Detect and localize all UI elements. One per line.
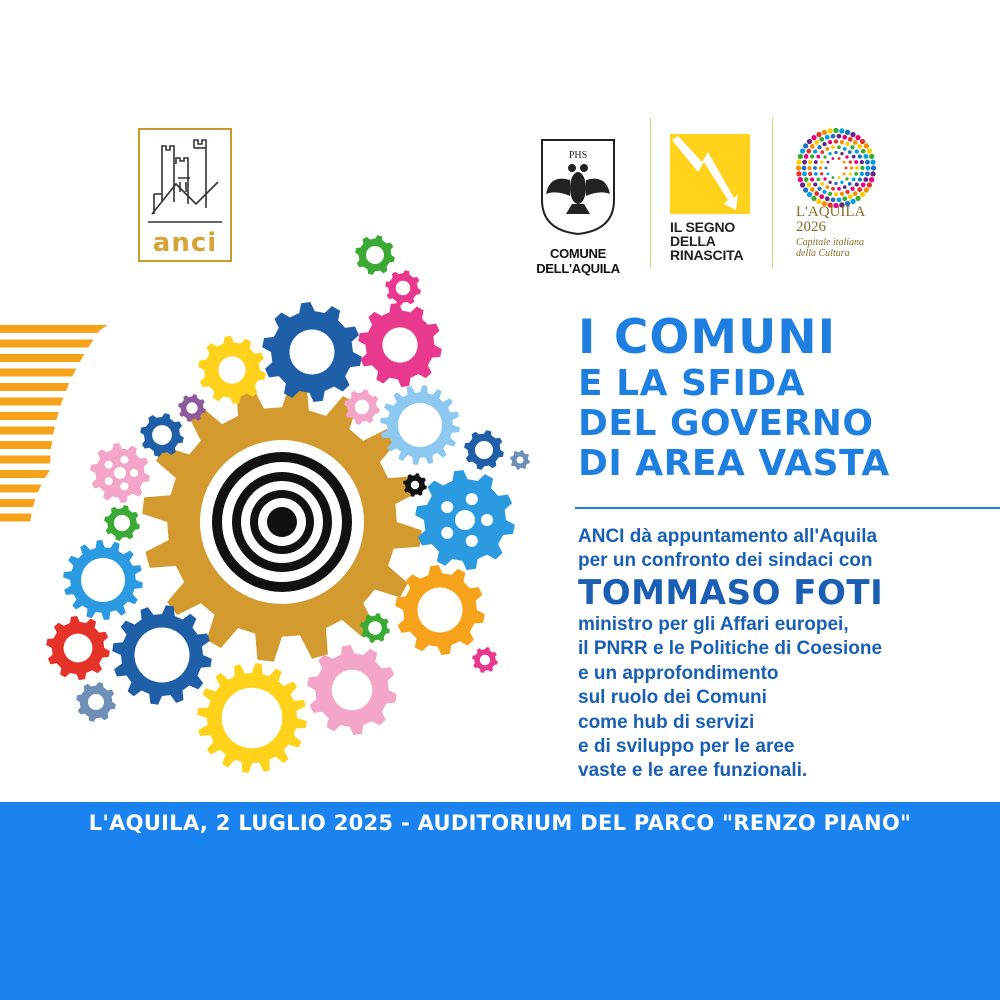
gear-hole: [135, 628, 190, 683]
logo-dot: [837, 197, 842, 202]
logo-dot: [820, 172, 823, 175]
logo-dot: [855, 166, 859, 170]
gear-hole: [411, 481, 419, 489]
logo-dot: [852, 177, 856, 181]
logo-dot: [839, 128, 844, 133]
logo-dot: [823, 155, 826, 158]
logo-dot: [850, 145, 854, 149]
gear-hole: [475, 441, 493, 459]
logo-dot: [798, 177, 803, 182]
gear-hole: [517, 457, 524, 464]
segno-line: IL SEGNO: [670, 219, 736, 235]
segno-line: RINASCITA: [670, 247, 744, 263]
logo-dot: [807, 192, 812, 197]
logo-dot: [840, 181, 843, 184]
gear-hole: [218, 356, 245, 383]
logo-dot: [852, 155, 856, 159]
logo-dot: [869, 177, 874, 182]
event-title: [578, 312, 998, 484]
logo-dot: [827, 128, 832, 133]
aquila-title-line: L'AQUILA: [796, 204, 866, 220]
logo-dot: [833, 128, 838, 133]
logo-dot: [870, 171, 875, 176]
logo-dot: [850, 187, 854, 191]
logo-dot: [860, 160, 864, 164]
logo-dot: [845, 177, 848, 180]
logo-dot: [837, 145, 841, 149]
logo-dot: [802, 171, 807, 176]
logo-dot: [860, 139, 865, 144]
body-line: come hub di servizi: [578, 711, 755, 733]
gear-hole: [88, 694, 104, 710]
title-divider: [575, 507, 1000, 509]
logo-dot: [822, 142, 826, 146]
logo-dot: [814, 160, 818, 164]
logo-dot: [845, 142, 849, 146]
logo-dot: [850, 132, 855, 137]
logo-dot: [820, 150, 824, 154]
logo-dot: [863, 177, 868, 182]
logo-dot: [860, 166, 864, 170]
logo-dot: [864, 143, 869, 148]
logo-dot: [858, 177, 862, 181]
logo-dot: [845, 130, 850, 135]
logo-dot: [827, 161, 830, 164]
gear-hole: [105, 461, 113, 469]
logo-dot: [810, 187, 815, 192]
anci-wordmark: anci: [152, 228, 218, 258]
logo-dot: [845, 155, 848, 158]
gear-hole: [398, 403, 442, 447]
title-line-2: E LA SFIDA: [578, 363, 806, 404]
gear-hole: [114, 515, 130, 531]
logo-dot: [838, 157, 841, 160]
gear-hole: [481, 514, 493, 526]
logo-dot: [834, 151, 837, 154]
logo-dot: [848, 150, 852, 154]
logo-dot: [816, 155, 820, 159]
logo-dot: [811, 135, 816, 140]
logo-dot: [823, 177, 826, 180]
aquila-sub-line: Capitale italiana: [796, 237, 865, 248]
gear-hole: [81, 558, 125, 602]
logo-dot: [814, 172, 818, 176]
logo-dot: [837, 187, 841, 191]
crest-letters: PHS: [568, 150, 588, 161]
gear-hole: [418, 588, 463, 633]
gear-hole: [290, 330, 335, 375]
logo-dot: [825, 147, 829, 151]
gear-hole: [441, 501, 453, 513]
logo-dot: [840, 192, 844, 196]
logo-dot: [831, 145, 835, 149]
divider: [650, 118, 651, 268]
logo-dot: [810, 144, 815, 149]
logo-dot: [848, 137, 853, 142]
logo-dot: [813, 149, 817, 153]
aquila-title-line: 2026: [796, 219, 826, 235]
body-line: il PNRR e le Politiche di Coesione: [578, 638, 883, 660]
target-ring: [267, 507, 297, 537]
logo-dot: [800, 182, 805, 187]
segno-line: DELLA: [670, 233, 716, 249]
logo-dot: [802, 160, 807, 165]
logo-dot: [806, 182, 811, 187]
logo-dot: [808, 172, 812, 176]
lightning-icon: [670, 134, 750, 214]
logo-dot: [807, 139, 812, 144]
aquila-sub-line: della Cultura: [796, 248, 850, 259]
logo-dot: [834, 139, 838, 143]
logo-dot: [831, 197, 836, 202]
logo-dot: [825, 135, 830, 140]
logo-dot: [819, 166, 822, 169]
logo-dot: [849, 160, 852, 163]
logo-dot: [803, 143, 808, 148]
event-description: [578, 525, 998, 784]
logo-dot: [804, 177, 809, 182]
comune-label: COMUNE DELL'AQUILA: [536, 246, 620, 276]
gear-hole: [396, 281, 410, 295]
gear-hole: [186, 402, 197, 413]
body-line: ministro per gli Affari europei,: [578, 614, 849, 635]
logo-dot: [828, 152, 831, 155]
segno-logo: [670, 134, 750, 214]
segno-label: [670, 220, 780, 262]
logo-dot: [842, 196, 847, 201]
logo-dot: [813, 182, 817, 186]
logo-dot: [867, 182, 872, 187]
logo-dot: [796, 171, 801, 176]
title-line-1: I COMUNI: [578, 310, 837, 365]
logo-dot: [865, 160, 870, 165]
gear-hole: [114, 467, 126, 479]
gear-hole: [64, 634, 93, 663]
gear-hole: [130, 469, 138, 477]
logo-dot: [796, 159, 801, 164]
logo-dot: [854, 172, 858, 176]
logo-dot: [822, 130, 827, 135]
logo-dot: [817, 145, 821, 149]
gear-hole: [355, 400, 369, 414]
logo-dot: [840, 152, 843, 155]
body-line: vaste e le aree funzionali.: [578, 760, 808, 782]
logo-dot: [817, 187, 821, 191]
logo-dot: [838, 176, 841, 179]
gears-illustration: [0, 230, 560, 790]
logo-dot: [853, 191, 858, 196]
logo-dot: [843, 172, 846, 175]
gear-hole: [222, 688, 283, 749]
gear-hole: [466, 493, 478, 505]
logo-dot: [848, 182, 852, 186]
logo-dot: [853, 140, 858, 145]
logo-dot: [828, 192, 832, 196]
gear-hole: [120, 482, 128, 490]
logo-dot: [867, 148, 872, 153]
logo-dot: [845, 190, 849, 194]
aquila-2026-title: [796, 205, 906, 235]
logo-dot: [813, 166, 817, 170]
logo-dot: [858, 154, 862, 158]
event-date-location: L'AQUILA, 2 LUGLIO 2025 - AUDITORIUM DEL PARCO "RENZO PIANO": [88, 811, 912, 835]
logo-dot: [816, 132, 821, 137]
logo-dot: [816, 177, 820, 181]
logo-dot: [866, 166, 871, 171]
body-line: e di sviluppo per le aree: [578, 736, 795, 758]
logo-dot: [831, 187, 835, 191]
guest-name: TOMMASO FOTI: [578, 573, 884, 613]
gear-hole: [152, 425, 172, 445]
logo-dot: [855, 135, 860, 140]
intro-line-1: ANCI dà appuntamento all'Aquila: [578, 526, 878, 547]
logo-dot: [825, 196, 830, 201]
logo-dot: [834, 192, 838, 196]
logo-dot: [802, 166, 807, 171]
logo-dot: [855, 149, 859, 153]
logo-dot: [806, 149, 811, 154]
logo-dot: [855, 196, 860, 201]
logo-dot: [848, 194, 853, 199]
gear-hole: [382, 327, 417, 362]
intro-line-2: per un confronto dei sindaci con: [578, 550, 873, 571]
gear-hole: [105, 477, 113, 485]
logo-dot: [828, 181, 831, 184]
logo-dot: [804, 154, 809, 159]
gear-hole: [368, 621, 382, 635]
logo-dot: [857, 187, 862, 192]
logo-dot: [849, 172, 852, 175]
logo-dot: [822, 190, 826, 194]
title-line-3: DEL GOVERNO: [578, 403, 874, 444]
logo-dot: [825, 167, 828, 170]
logo-dot: [796, 165, 801, 170]
logo-dot: [807, 166, 811, 170]
body-line: sul ruolo dei Comuni: [578, 687, 767, 709]
logo-dot: [810, 154, 814, 158]
logo-dot: [860, 192, 865, 197]
gear-hole: [480, 655, 490, 665]
logo-dot: [857, 144, 862, 149]
logo-dot: [808, 160, 812, 164]
logo-dot: [827, 172, 830, 175]
logo-dot: [854, 160, 858, 164]
body-line: e un approfondimento: [578, 662, 779, 684]
logo-dot: [843, 185, 847, 189]
logo-dot: [855, 182, 859, 186]
title-line-4: DI AREA VASTA: [578, 443, 890, 484]
logo-dot: [864, 187, 869, 192]
gear-hole: [441, 527, 453, 539]
logo-dot: [814, 191, 819, 196]
logo-dot: [850, 166, 853, 169]
logo-dot: [831, 134, 836, 139]
logo-dot: [825, 185, 829, 189]
castle-icon: [144, 134, 226, 230]
aquila-2026-subtitle: [796, 237, 906, 259]
logo-dot: [863, 154, 868, 159]
logo-dot: [819, 137, 824, 142]
logo-dot: [861, 149, 866, 154]
gear-hole: [366, 246, 384, 264]
logo-dot: [803, 187, 808, 192]
gear-hole: [466, 535, 478, 547]
logo-dot: [840, 140, 844, 144]
logo-dot: [811, 196, 816, 201]
logo-dot: [810, 177, 814, 181]
gear-hole: [120, 456, 128, 464]
logo-dot: [843, 147, 847, 151]
logo-dot: [861, 182, 866, 187]
gear-hole: [455, 510, 475, 530]
logo-dot: [819, 194, 824, 199]
logo-dot: [845, 167, 848, 170]
logo-dot: [832, 157, 835, 160]
aquila-2026-dots-icon: [796, 128, 876, 208]
logo-dot: [843, 161, 846, 164]
logo-dot: [860, 172, 864, 176]
logo-dot: [869, 154, 874, 159]
logo-dot: [842, 135, 847, 140]
logo-dot: [820, 160, 823, 163]
logo-dot: [870, 159, 875, 164]
logo-dot: [871, 165, 876, 170]
comune-crest-icon: [536, 136, 620, 236]
logo-dot: [820, 182, 824, 186]
logo-dot: [832, 176, 835, 179]
logo-dot: [814, 140, 819, 145]
logo-dot: [865, 171, 870, 176]
logo-dot: [800, 148, 805, 153]
logo-dot: [834, 182, 837, 185]
gear-hole: [332, 670, 373, 711]
logo-dot: [798, 154, 803, 159]
logo-dot: [837, 134, 842, 139]
logo-dot: [828, 140, 832, 144]
